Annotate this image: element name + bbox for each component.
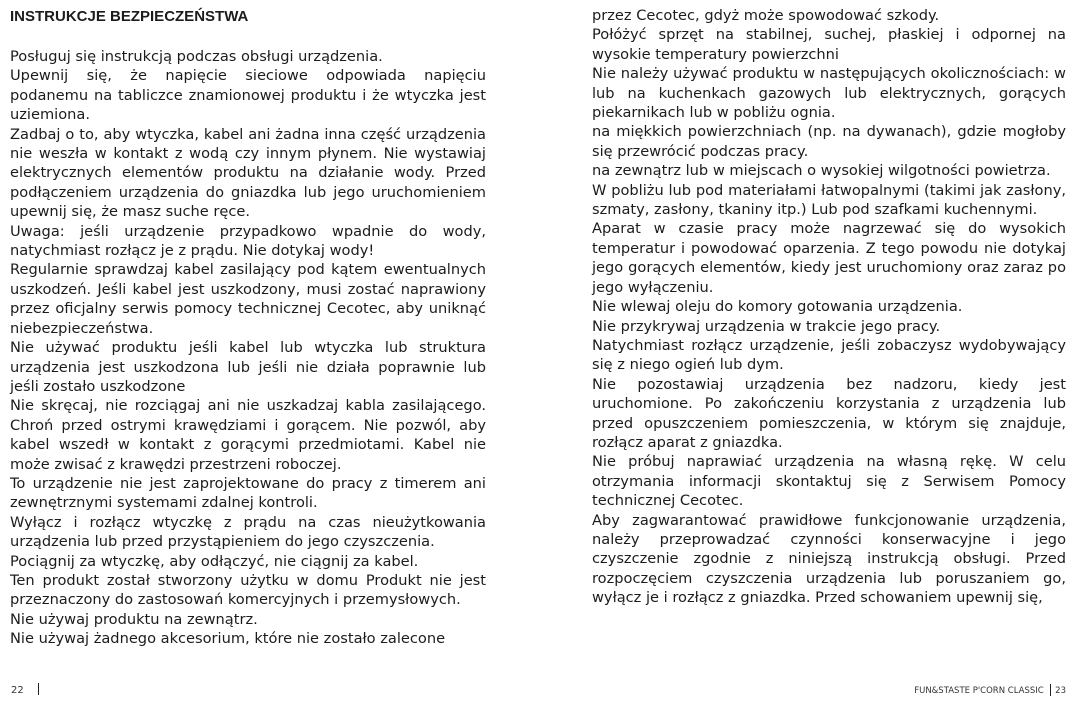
paragraph: Regularnie sprawdzaj kabel zasilający pod kątem ewentualnych uszkodzeń. Jeśli kabel jest uszkodzony, musi zostać naprawiony przez oficjalny serwis pomocy technicznej Cecotec, aby uniknąć niebezpieczeństwa. [10,261,486,337]
paragraph: Nie używaj produktu na zewnątrz. [10,610,258,628]
paragraph: W pobliżu lub pod materiałami łatwopalnymi (takimi jak zasłony, szmaty, zasłony, tkaniny itp.) Lub pod szafkami kuchennymi. [592,181,1066,219]
paragraph: przez Cecotec, gdyż może spowodować szkody. [592,7,940,24]
paragraph: Nie skręcaj, nie rozciągaj ani nie uszkadzaj kabla zasilającego. Chroń przed ostrymi krawędziami i gorącem. Nie pozwól, aby kabel wszedł w kontakt z gorącymi przedmiotami. Kabel nie może zwisać z krawędzi przestrzeni roboczej. [10,397,486,473]
page-number-right: 23 [1055,686,1066,696]
left-column [10,6,486,649]
left-page-footer [11,683,39,696]
paragraph: Upewnij się, że napięcie sieciowe odpowiada napięciu podanemu na tabliczce znamionowej produktu i że wtyczka jest uziemiona. [10,67,486,124]
paragraph: Zadbaj o to, aby wtyczka, kabel ani żadna inna część urządzenia nie weszła w kontakt z wodą czy innym płynem. Nie wystawiaj elektrycznych elementów produktu na działanie wody. Przed podłączeniem urządzenia do gniazdka lub jego uruchomieniem upewnij się, że masz suche ręce. [10,125,486,221]
footer-divider [38,683,40,695]
paragraph: Posługuj się instrukcją podczas obsługi urządzenia. [10,48,383,65]
right-column [592,6,1066,608]
paragraph: To urządzenie nie jest zaprojektowane do pracy z timerem ani zewnętrznymi systemami zdalnej kontroli. [10,474,486,512]
right-page-footer [914,684,1066,696]
left-paragraphs [10,47,486,649]
paragraph: Nie przykrywaj urządzenia w trakcie jego pracy. [592,317,941,335]
paragraph: Natychmiast rozłącz urządzenie, jeśli zobaczysz wydobywający się z niego ogień lub dym. [592,336,1066,374]
paragraph: Aparat w czasie pracy może nagrzewać się do wysokich temperatur i powodować oparzenia. Z tego powodu nie dotykaj jego gorących elementów, kiedy jest uruchomiony oraz zaraz po jego wyłączeniu. [592,220,1066,296]
paragraph: Nie próbuj naprawiać urządzenia na własną rękę. W celu otrzymania informacji skontaktuj się z Serwisem Pomocy technicznej Cecotec. [592,453,1066,510]
section-heading: INSTRUKCJE BEZPIECZEŃSTWA [10,8,249,25]
page-number-left: 22 [11,685,24,696]
paragraph: Nie używaj żadnego akcesorium, które nie zostało zalecone [10,630,446,648]
paragraph: Wyłącz i rozłącz wtyczkę z prądu na czas nieużytkowania urządzenia lub przed przystąpieniem do jego czyszczenia. [10,513,486,551]
paragraph: Uwaga: jeśli urządzenie przypadkowo wpadnie do wody, natychmiast rozłącz je z prądu. Nie dotykaj wody! [10,222,486,260]
paragraph: Ten produkt został stworzony użytku w domu Produkt nie jest przeznaczony do zastosowań komercyjnych i przemysłowych. [10,571,486,609]
paragraph: Nie pozostawiaj urządzenia bez nadzoru, kiedy jest uruchomione. Po zakończeniu korzystania z urządzenia lub przed opuszczeniem pomieszczenia, w którym się znajduje, rozłącz aparat z gniazdka. [592,375,1066,451]
paragraph: Pociągnij za wtyczkę, aby odłączyć, nie ciągnij za kabel. [10,552,419,570]
product-name-label: FUN&STASTE P'CORN CLASSIC [914,686,1044,696]
paragraph: Nie wlewaj oleju do komory gotowania urządzenia. [592,298,963,316]
paragraph: Nie używać produktu jeśli kabel lub wtyczka lub struktura urządzenia jest uszkodzona lub jeśli nie działa poprawnie lub jeśli zostało uszkodzone [10,339,486,395]
footer-divider [1050,684,1052,696]
paragraph: Połóżyć sprzęt na stabilnej, suchej, płaskiej i odpornej na wysokie temperatury powierzchni [592,26,1066,63]
paragraph: Aby zagwarantować prawidłowe funkcjonowanie urządzenia, należy przeprowadzać czynności konserwacyjne i jego czyszczenie zgodnie z niniejszą instrukcją obsługi. Przed rozpoczęciem czyszczenia urządzenia lub poruszaniem go, wyłącz je i rozłącz z gniazdka. Przed schowaniem upewnij się, [592,511,1066,607]
paragraph: na zewnątrz lub w miejscach o wysokiej wilgotności powietrza. [592,162,1051,180]
paragraph: na miękkich powierzchniach (np. na dywanach), gdzie mogłoby się przewrócić podczas pracy. [592,123,1066,160]
paragraph: Nie należy używać produktu w następujących okolicznościach: w lub na kuchenkach gazowych lub elektrycznych, gorących piekarnikach lub w pobliżu ognia. [592,65,1066,122]
